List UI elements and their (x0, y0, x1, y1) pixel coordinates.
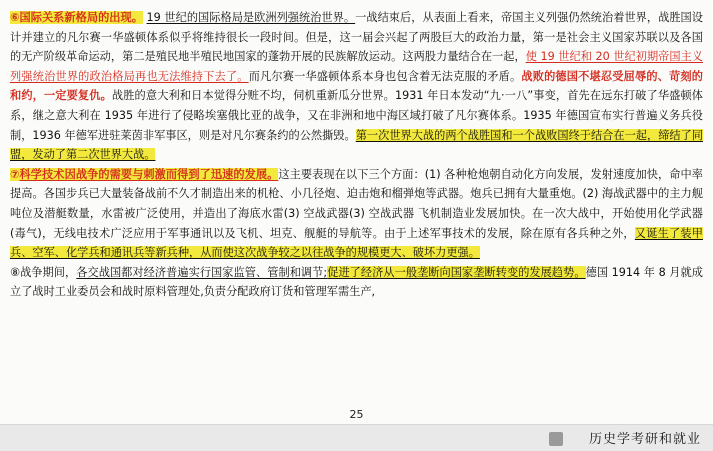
paragraph-6 (10, 8, 703, 165)
text-span: 战胜的意大利和日本觉得分赃不均，伺机重新瓜分世界。1931 年日本发动“九·一八”事变， (111, 89, 568, 103)
paragraph-7 (10, 165, 703, 263)
text-span: 国际关系新格局的出现。 (19, 11, 143, 24)
document-body (10, 6, 703, 302)
text-span: 19 世纪的国际格局是欧洲列强统治世界。 (146, 11, 356, 24)
text-span: 首先在远东打破了华盛顿体系，继之意大利在 1935 年进行了侵略埃塞俄比亚的战争，又在非洲和地中海区域打破了凡尔赛体系。1935 年德国宣布实行普遍义务兵役制，1936 年德军进驻莱茵非军事区，则是对凡尔赛条约的公然撕毁。 (10, 89, 703, 142)
text-span: 促进了经济从一般垄断向国家垄断转变的发展趋势。 (327, 265, 586, 279)
page-number: 25 (349, 408, 364, 421)
text-span: 科学技术因战争的需要与刺激而得到了迅速的发展。 (19, 167, 279, 181)
text-span: 一战结束后，从表面上看来，帝国主义列强仍然统治着世界，战胜国设计并建立的凡尔赛一华盛顿体系似乎将维持很长一段时间。但是，这一届会兴起了两股巨大的政治力量，第一是社会主义国家苏联以及各国的无产阶级革命运动，第二是殖民地半殖民地国家的蓬勃开展的民族解放运动。这两股力量结合在一起， (10, 11, 703, 64)
text-span: 又诞生了装甲兵、空军、化学兵和通讯兵等新兵种，从而使这次战争较之以往战争的规模更大、破坏力更强。 (10, 226, 703, 260)
footer-bar (0, 424, 713, 451)
text-span: ⑧战争期间， (10, 265, 77, 279)
text-span: ⑦ (10, 167, 20, 181)
app-logo-icon (549, 432, 563, 446)
text-span: 这主要表现在以下三个方面：(1) 各种枪炮朝自动化方向发展，发射速度加快，命中率提高。各国步兵已大量装备战前不久才制造出来的机枪、小几径炮、迫击炮和榴弹炮等武器。炮兵已拥有大量重炮。(2) 海战武器中的主力舰吨位及潜艇数量，水雷被广泛使用，并造出了海底水雷(3) 空战武器(3) 空战武器 飞机制造业发展加快。在一次大战中，开始使用化学武器(毒气)，无线电技术广泛应用于军事通讯以及飞机、坦克、舰艇的导航等。由于上述军事技术的发展，除在原有各兵种之外， (10, 167, 703, 240)
text-span: 战败的德国不堪忍受屈辱的、苛刻的和约，一定要复仇。 (10, 69, 703, 103)
text-span: 各交战国都对经济普遍实行国家监管、管制和调节; (76, 265, 328, 279)
text-span: 而凡尔赛一华盛顿体系本身也包含着无法克服的矛盾。 (248, 69, 522, 83)
text-span: 德国 1914 年 8 月就成立了战时工业委员会和战时原料管理处,负责分配政府订货和管理军需生产, (10, 265, 703, 299)
text-span: ⑥ (10, 11, 20, 24)
text-span: 第一次世界大战的两个战胜国和一个战败国终于结合在一起，缔结了同盟，发动了第二次世界大战。 (10, 128, 703, 162)
paragraph-8 (10, 263, 703, 302)
text-span: 使 19 世纪和 20 世纪初期帝国主义列强统治世界的政治格局再也无法维持下去了。 (10, 50, 703, 83)
footer-watermark: 历史学考研和就业 (588, 432, 701, 447)
